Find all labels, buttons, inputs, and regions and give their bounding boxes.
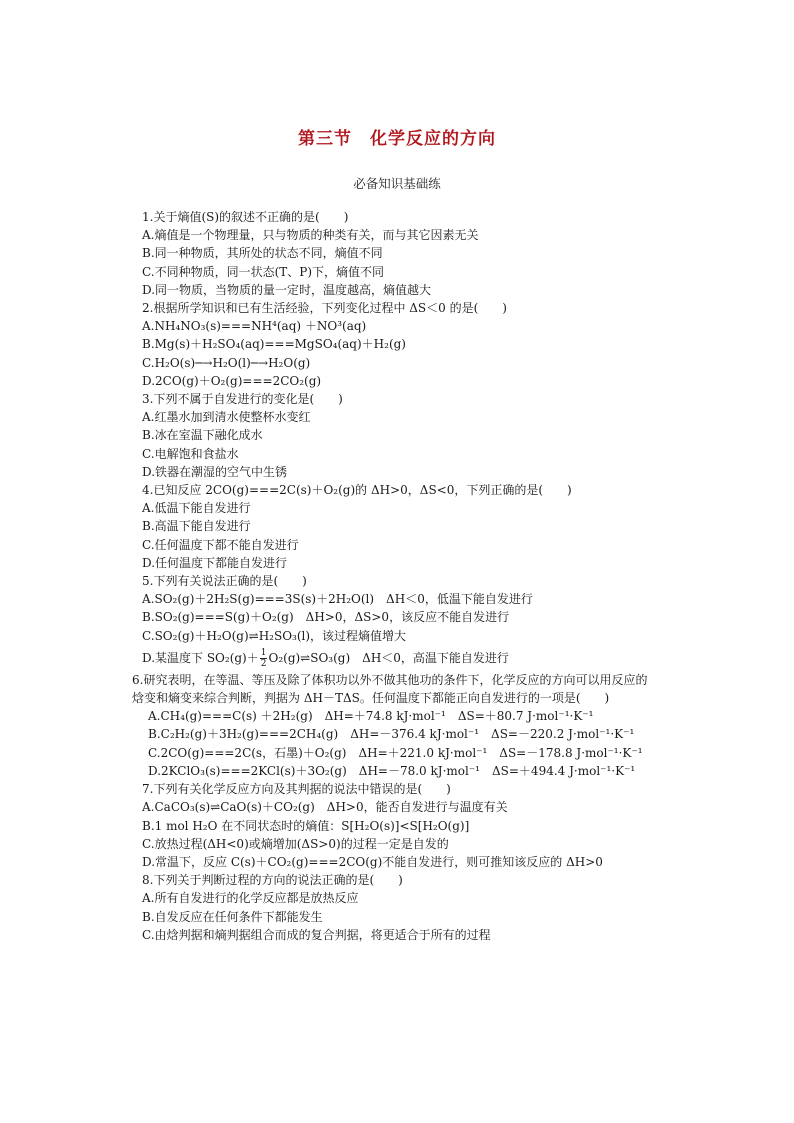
q6-stem: 6.研究表明，在等温、等压及除了体积功以外不做其他功的条件下，化学反应的方向可以用反应的焓变和熵变来综合判断，判据为 ΔH－TΔS。任何温度下都能正向自发进行的一项是( ): [132, 672, 648, 706]
fraction-numerator: 1: [260, 647, 267, 658]
q3-option-b: B.冰在室温下融化成水: [142, 428, 263, 443]
q5-option-d-prefix: D.某温度下 SO₂(g)＋: [142, 650, 259, 665]
q6-option-a: A.CH₄(g)===C(s) ＋2H₂(g) ΔH=＋74.8 kJ·mol⁻¹ ΔS=＋80.7 J·mol⁻¹·K⁻¹: [148, 709, 594, 724]
q8-option-c: C.由焓判据和熵判据组合而成的复合判据，将更适合于所有的过程: [142, 927, 491, 942]
q5-option-d: [142, 645, 648, 671]
page-title: 第三节 化学反应的方向: [298, 129, 496, 149]
q3-option-a: A.红墨水加到清水使整杯水变红: [142, 410, 311, 425]
q2-stem: 2.根据所学知识和已有生活经验，下列变化过程中 ΔS＜0 的是( ): [142, 301, 507, 316]
q7-stem: 7.下列有关化学反应方向及其判据的说法中错误的是( ): [142, 782, 451, 797]
q5-option-b: B.SO₂(g)===S(g)＋O₂(g) ΔH>0，ΔS>0，该反应不能自发进行: [142, 610, 510, 625]
fraction-denominator: 2: [260, 658, 267, 669]
q4-option-d: D.任何温度下都能自发进行: [142, 555, 288, 570]
q2-option-c: C.H₂O(s)─→H₂O(l)─→H₂O(g): [142, 355, 311, 370]
q7-option-b: B.1 mol H₂O 在不同状态时的熵值：S[H₂O(s)]<S[H₂O(g)]: [142, 818, 470, 833]
q3-option-d: D.铁器在潮湿的空气中生锈: [142, 464, 288, 479]
q8-option-a: A.所有自发进行的化学反应都是放热反应: [142, 891, 359, 906]
q4-option-c: C.任何温度下都不能自发进行: [142, 537, 299, 552]
q1-option-a: A.熵值是一个物理量，只与物质的种类有关，而与其它因素无关: [142, 228, 479, 243]
q1-option-d: D.同一物质，当物质的量一定时，温度越高，熵值越大: [142, 282, 432, 297]
q2-option-a: A.NH₄NO₃(s)===NH⁴(aq) ＋NO³(aq): [142, 319, 367, 334]
q4-option-b: B.高温下能自发进行: [142, 519, 251, 534]
q2-option-d: D.2CO(g)＋O₂(g)===2CO₂(g): [142, 373, 322, 388]
q7-option-a: A.CaCO₃(s)⇌CaO(s)＋CO₂(g) ΔH>0，能否自发进行与温度有关: [142, 800, 508, 815]
exercise-body: [132, 208, 648, 944]
q8-option-b: B.自发反应在任何条件下都能发生: [142, 909, 323, 924]
q5-option-d-suffix: O₂(g)⇌SO₃(g) ΔH＜0，高温下能自发进行: [268, 650, 509, 665]
q6-option-d: D.2KClO₃(s)===2KCl(s)＋3O₂(g) ΔH=－78.0 kJ·mol⁻¹ ΔS=＋494.4 J·mol⁻¹·K⁻¹: [148, 763, 636, 778]
q1-option-c: C.不同种物质，同一状态(T、P)下，熵值不同: [142, 264, 385, 279]
q6-option-c: C.2CO(g)===2C(s，石墨)＋O₂(g) ΔH=＋221.0 kJ·mol⁻¹ ΔS=－178.8 J·mol⁻¹·K⁻¹: [148, 745, 643, 760]
q4-option-a: A.低温下能自发进行: [142, 501, 251, 516]
fraction: [260, 648, 268, 669]
q8-stem: 8.下列关于判断过程的方向的说法正确的是( ): [142, 873, 403, 888]
q3-stem: 3.下列不属于自发进行的变化是( ): [142, 392, 343, 407]
q7-option-c: C.放热过程(ΔH<0)或熵增加(ΔS>0)的过程一定是自发的: [142, 836, 449, 851]
q5-option-a: A.SO₂(g)＋2H₂S(g)===3S(s)＋2H₂O(l) ΔH＜0，低温下能自发进行: [142, 592, 533, 607]
q1-option-b: B.同一种物质，其所处的状态不同，熵值不同: [142, 246, 383, 261]
q6-option-b: B.C₂H₂(g)＋3H₂(g)===2CH₄(g) ΔH=－376.4 kJ·mol⁻¹ ΔS=－220.2 J·mol⁻¹·K⁻¹: [148, 727, 635, 742]
q5-option-c: C.SO₂(g)＋H₂O(g)⇌H₂SO₃(l)，该过程熵值增大: [142, 628, 407, 643]
q4-stem: 4.已知反应 2CO(g)===2C(s)＋O₂(g)的 ΔH>0，ΔS<0，下列正确的是( ): [142, 483, 572, 498]
q2-option-b: B.Mg(s)＋H₂SO₄(aq)===MgSO₄(aq)＋H₂(g): [142, 337, 406, 352]
q7-option-d: D.常温下，反应 C(s)＋CO₂(g)===2CO(g)不能自发进行，则可推知该反应的 ΔH>0: [142, 854, 603, 869]
q5-stem: 5.下列有关说法正确的是( ): [142, 574, 307, 589]
q1-stem: 1.关于熵值(S)的叙述不正确的是( ): [142, 210, 349, 224]
q3-option-c: C.电解饱和食盐水: [142, 446, 239, 461]
section-subtitle: 必备知识基础练: [353, 176, 441, 191]
